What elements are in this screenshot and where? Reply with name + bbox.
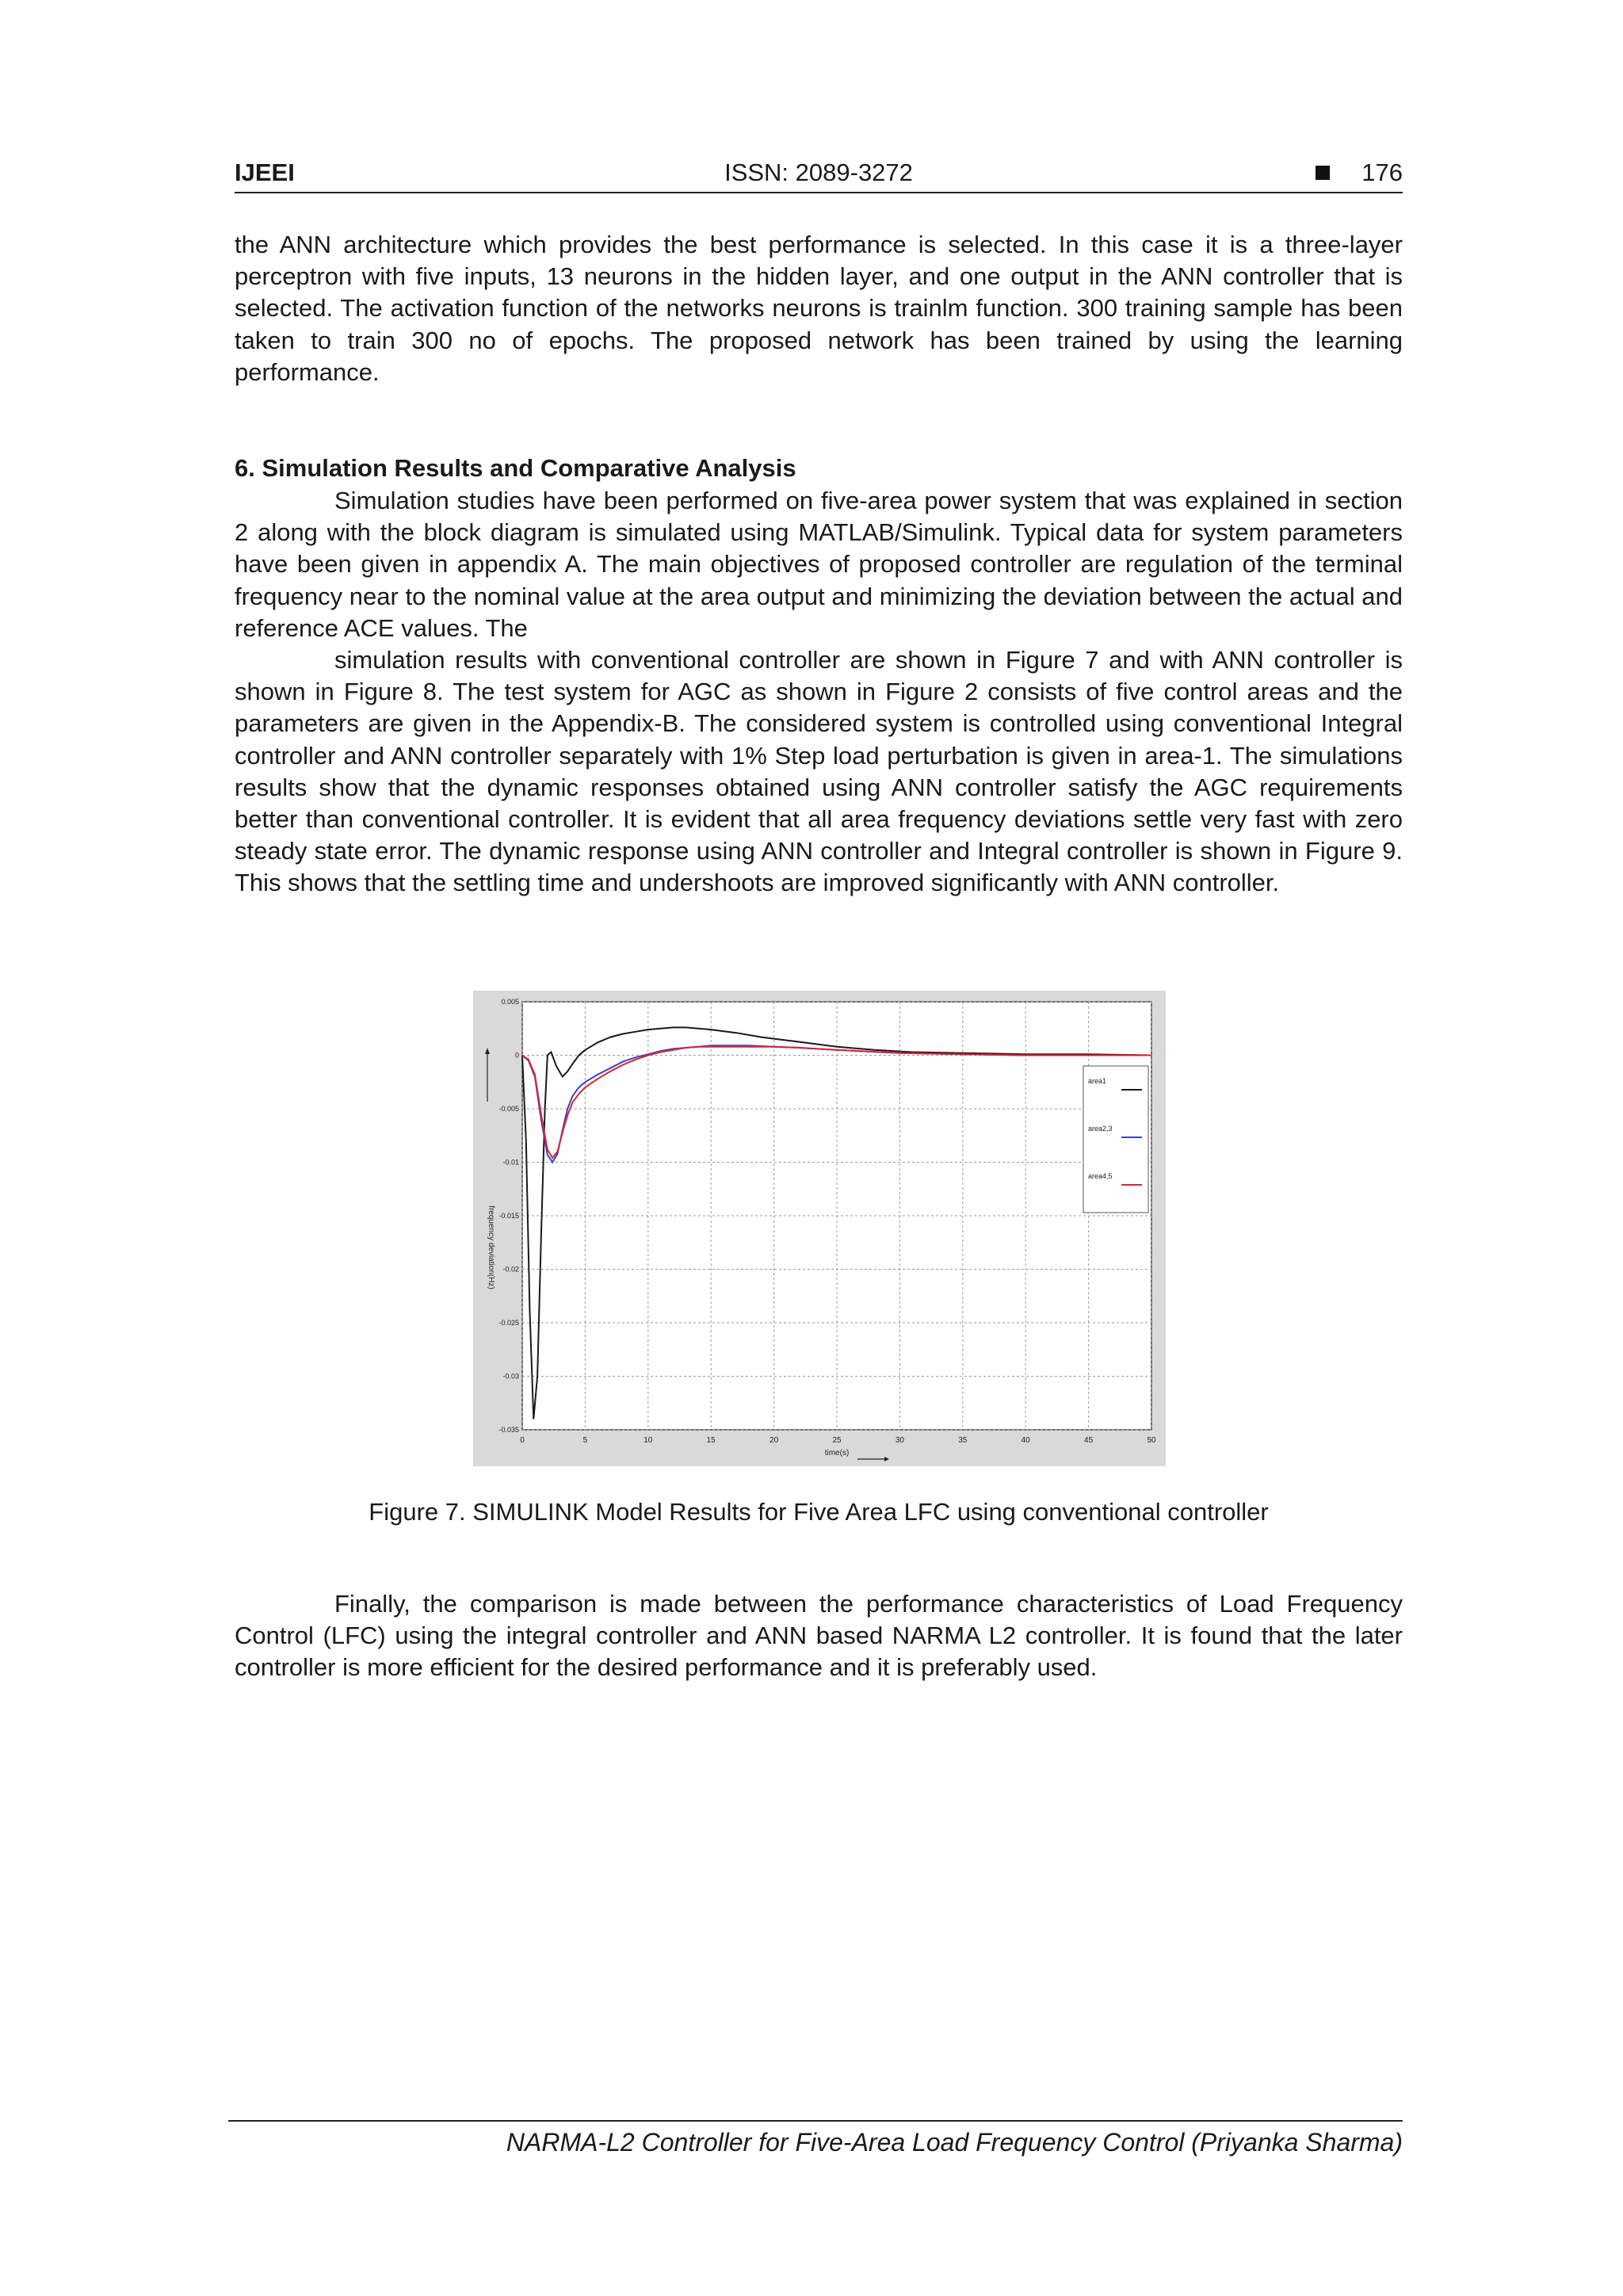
square-bullet-icon <box>1316 166 1330 180</box>
paragraph-simulation-results: simulation results with conventional controller are shown in Figure 7 and with ANN controller is shown in Figure 8. The test system for AGC as shown in Figure 2 consists of five control areas and the parameters are given in the Appendix-B. The considered system is controlled using conventional Integral controller and ANN controller separately with 1% Step load perturbation is given in area-1. The simulations results show that the dynamic responses obtained using ANN controller satisfy the AGC requirements better than conventional controller. It is evident that all area frequency deviations settle very fast with zero steady state error. The dynamic response using ANN controller and Integral controller is shown in Figure 9. This shows that the settling time and undershoots are improved significantly with ANN controller. <box>235 646 1403 897</box>
y-tick-label: -0.03 <box>502 1372 519 1381</box>
legend-box <box>1083 1066 1148 1213</box>
issn: ISSN: 2089-3272 <box>724 159 913 186</box>
legend-label: area1 <box>1088 1077 1107 1085</box>
paragraph-simulation-studies: Simulation studies have been performed on five-area power system that was explained in section 2 along with the block diagram is simulated using MATLAB/Simulink. Typical data for system parameters have been given in appendix A. The main objectives of proposed controller are regulation of the terminal frequency near to the nominal value at the area output and minimizing the deviation between the actual and reference ACE values. The <box>235 487 1403 642</box>
page-number: 176 <box>1361 159 1403 186</box>
legend-label: area2,3 <box>1088 1125 1113 1133</box>
y-axis-arrowhead <box>485 1048 490 1054</box>
page-footer: NARMA-L2 Controller for Five-Area Load Frequency Control (Priyanka Sharma) <box>506 2128 1403 2157</box>
x-tick-label: 25 <box>832 1436 842 1445</box>
y-tick-label: -0.005 <box>498 1105 519 1113</box>
legend-label: area4,5 <box>1088 1172 1113 1180</box>
x-tick-label: 0 <box>520 1436 525 1445</box>
x-tick-label: 40 <box>1021 1436 1030 1445</box>
y-tick-label: -0.035 <box>498 1426 519 1434</box>
paragraph-ann-architecture: the ANN architecture which provides the best performance is selected. In this case it is a three-layer perceptron with five inputs, 13 neurons in the hidden layer, and one output in the ANN controller that is selected. The activation function of the networks neurons is trainlm function. 300 training sample has been taken to train 300 no of epochs. The proposed network has been trained by using the learning performance. <box>235 231 1403 386</box>
figure-7 <box>473 991 1166 1466</box>
y-tick-label: 0 <box>514 1051 519 1060</box>
frequency-deviation-chart <box>473 991 1166 1466</box>
x-tick-label: 35 <box>958 1436 968 1445</box>
x-tick-label: 30 <box>895 1436 904 1445</box>
y-axis-label: frequency deviation(Hz) <box>487 1205 495 1289</box>
y-tick-label: 0.005 <box>501 998 519 1006</box>
x-tick-label: 15 <box>706 1436 716 1445</box>
journal-name: IJEEI <box>235 159 295 186</box>
page-header <box>235 155 1403 193</box>
figure-caption: Figure 7. SIMULINK Model Results for Five Area LFC using conventional controller <box>369 1498 1269 1526</box>
x-tick-label: 45 <box>1084 1436 1094 1445</box>
paragraph-comparison: Finally, the comparison is made between the performance characteristics of Load Frequency Control (LFC) using the integral controller and ANN based NARMA L2 controller. It is found that the later controller is more efficient for the desired performance and it is preferably used. <box>235 1590 1403 1682</box>
x-axis-label: time(s) <box>824 1449 850 1457</box>
y-tick-label: -0.02 <box>502 1265 519 1274</box>
x-tick-label: 10 <box>643 1436 653 1445</box>
y-tick-label: -0.015 <box>498 1212 519 1220</box>
y-tick-label: -0.025 <box>498 1319 519 1327</box>
section-heading: 6. Simulation Results and Comparative Analysis <box>235 454 796 482</box>
y-tick-label: -0.01 <box>502 1158 519 1167</box>
footer-rule <box>228 2120 1403 2122</box>
x-tick-label: 20 <box>769 1436 779 1445</box>
x-tick-label: 50 <box>1147 1436 1156 1445</box>
x-tick-label: 5 <box>582 1436 588 1445</box>
x-axis-arrowhead <box>884 1457 889 1461</box>
